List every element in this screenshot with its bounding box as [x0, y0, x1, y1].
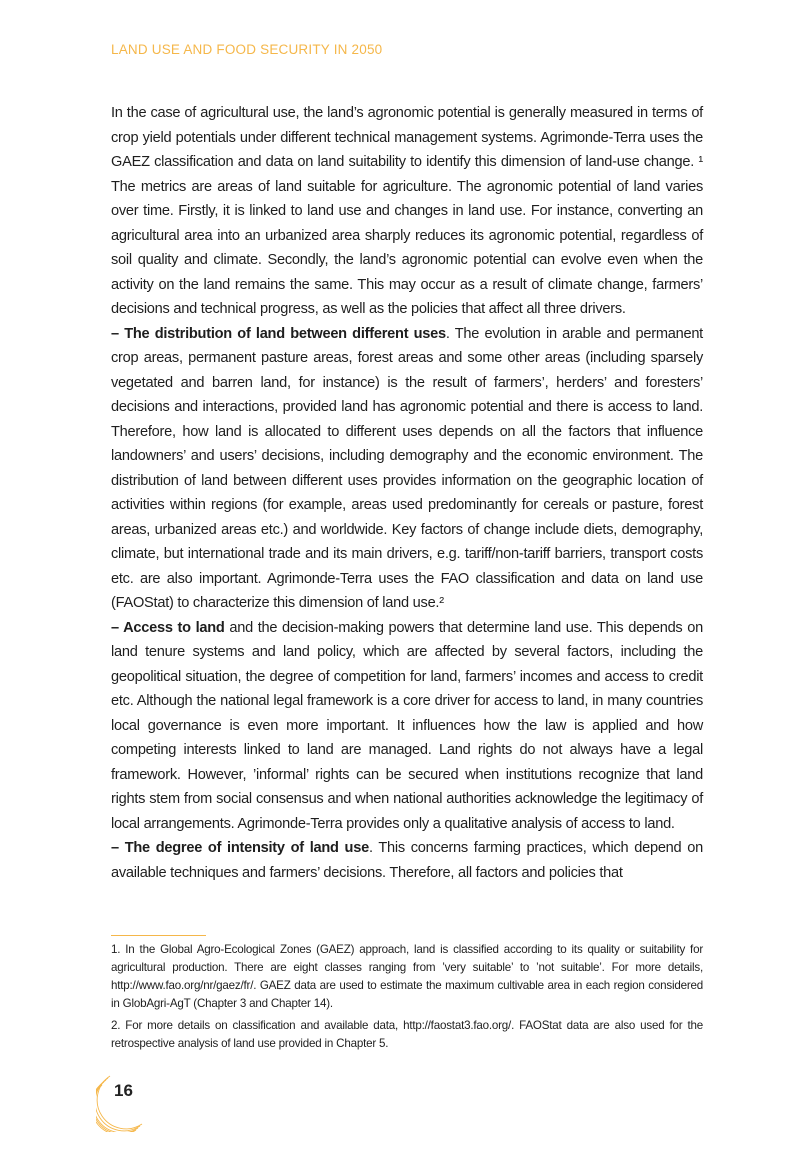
paragraph — [111, 836, 703, 885]
page-number: 16 — [114, 1081, 133, 1100]
body-text — [111, 101, 703, 885]
page-number-badge — [96, 1072, 156, 1132]
paragraph — [111, 616, 703, 837]
running-header: LAND USE AND FOOD SECURITY IN 2050 — [111, 42, 383, 57]
paragraph-text: In the case of agricultural use, the land’s agronomic potential is generally measured in terms of crop yield potentials under different technical management systems. Agrimonde-Terra uses the GAEZ classification and data on land suitability to identify this dimension of land-use change. ¹ The metrics are areas of land suitable for agriculture. The agronomic potential of land varies over time. Firstly, it is linked to land use and changes in land use. For instance, converting an agricultural area into an urbanized area sharply reduces its agronomic potential, regardless of soil quality and climate. Secondly, the land’s agronomic potential can evolve even when the activity on the land remains the same. This may occur as a result of climate change, farmers’ decisions and technical progress, as well as the policies that affect all three drivers. — [111, 105, 703, 317]
paragraph — [111, 101, 703, 322]
paragraph-text: . This concerns farming practices, which depend on available techniques and farmers’ decisions. Therefore, all factors and policies that — [111, 840, 703, 881]
footnote: 1. In the Global Agro-Ecological Zones (GAEZ) approach, land is classified according to its quality or suitability for agricultural production. There are eight classes ranging from ’very suitable’ to ’not suitable’. For more details, http://www.fao.org/nr/gaez/fr/. GAEZ data are used to estimate the maximum cultivable area in each region considered in GlobAgri-AgT (Chapter 3 and Chapter 14). — [111, 943, 703, 1010]
paragraph-text: and the decision-making powers that determine land use. This depends on land tenure systems and land policy, which are affected by several factors, including the geopolitical situation, the degree of competition for land, farmers’ incomes and access to credit etc. Although the national legal framework is a core driver for access to land, in many countries local governance is even more important. It influences how the law is applied and how competing interests linked to land are managed. Land rights do not always have a legal framework. However, ’informal’ rights can be secured when institutions recognize that land rights stem from social consensus and when national authorities acknowledge the legitimacy of local arrangements. Agrimonde-Terra provides only a qualitative analysis of access to land. — [111, 619, 703, 832]
paragraph — [111, 322, 703, 616]
paragraph-lead: – Access to land — [111, 619, 225, 636]
paragraph-lead: – The distribution of land between different uses — [111, 325, 446, 342]
footnote-divider — [111, 935, 206, 936]
footnote: 2. For more details on classification and available data, http://faostat3.fao.org/. FAOStat data are also used for the retrospective analysis of land use provided in Chapter 5. — [111, 1019, 703, 1050]
paragraph-lead: – The degree of intensity of land use — [111, 840, 369, 856]
footnotes — [111, 941, 703, 1057]
paragraph-text: . The evolution in arable and permanent crop areas, permanent pasture areas, forest areas and some other areas (including sparsely vegetated and barren land, for instance) is the result of farmers’, herders’ and foresters’ decisions and interactions, provided land has agronomic potential and there is access to land. Therefore, how land is allocated to different uses depends on all the factors that influence landowners’ and users’ decisions, including demography and the economic environment. The distribution of land between different uses provides information on the geographic location of activities within regions (for example, areas used predominantly for cereals or pasture, forest areas, urbanized areas etc.) and worldwide. Key factors of change include diets, demography, climate, but international trade and its main drivers, e.g. tariff/non-tariff barriers, transport costs etc. are also important. Agrimonde-Terra uses the FAO classification and data on land use (FAOStat) to characterize this dimension of land use.² — [111, 325, 703, 611]
